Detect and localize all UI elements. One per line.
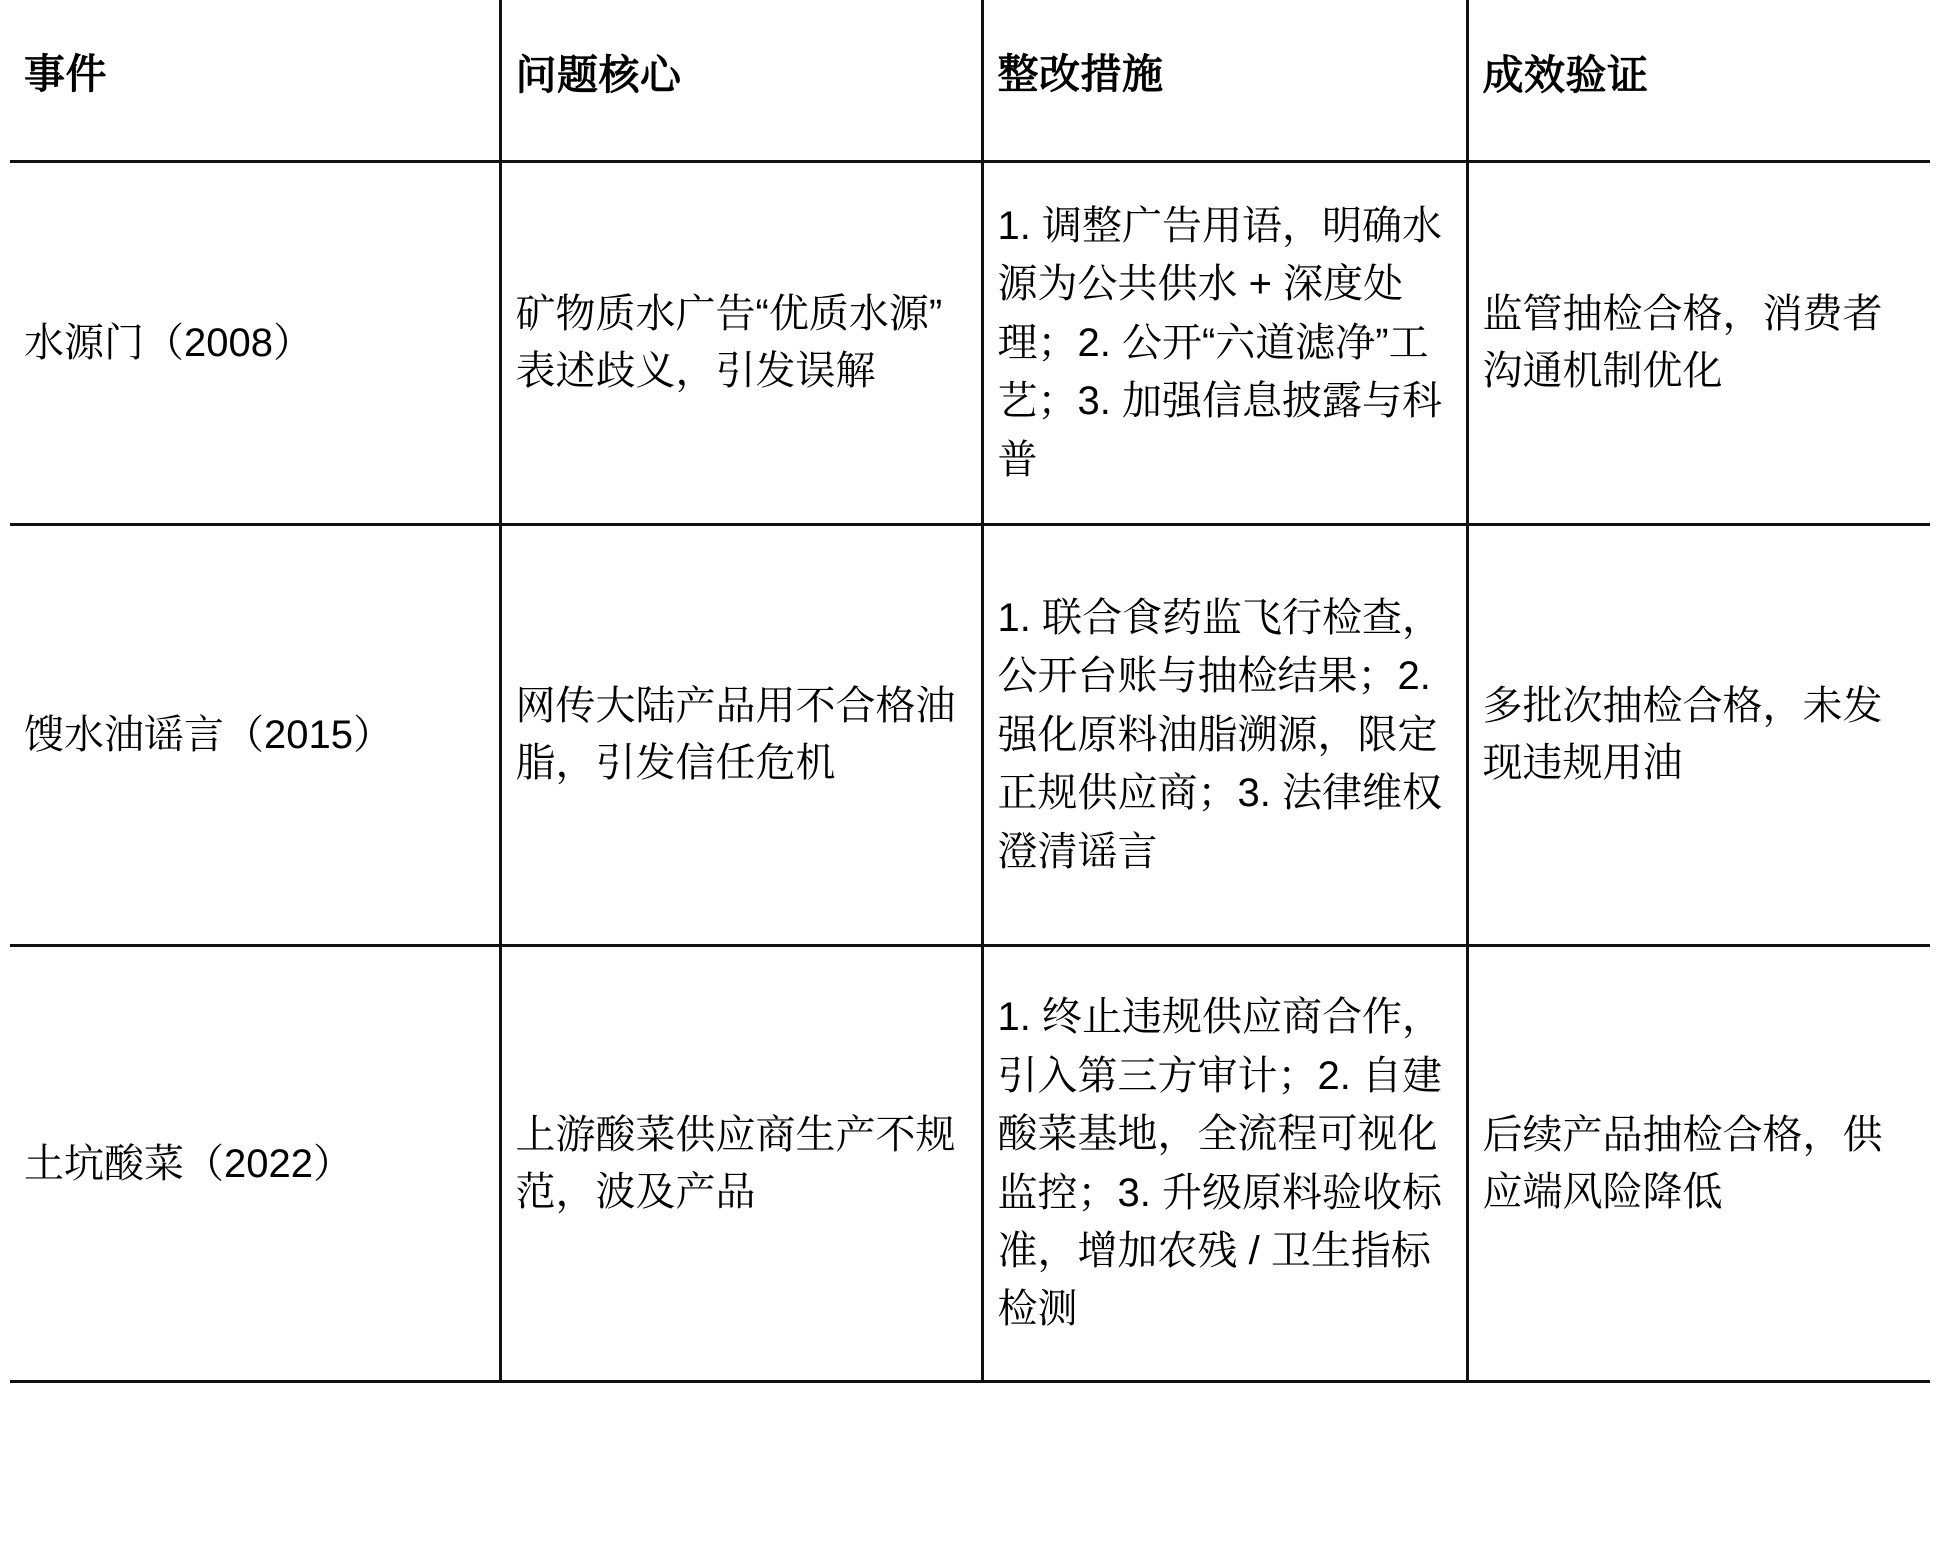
cell-event-text: 土坑酸菜（2022） (24, 1141, 353, 1186)
column-header-event-label: 事件 (24, 51, 107, 98)
cell-measures (982, 946, 1467, 1382)
cell-issue (500, 525, 982, 946)
column-header-measures (982, 0, 1467, 162)
cell-issue (500, 162, 982, 525)
cell-measures-text: 1. 调整广告用语，明确水源为公共供水 + 深度处理；2. 公开“六道滤净”工艺；3. 加强信息披露与科普 (997, 204, 1442, 482)
cell-measures (982, 162, 1467, 525)
cell-event (10, 946, 500, 1382)
column-header-result-label: 成效验证 (1482, 51, 1649, 98)
cell-measures-text: 1. 终止违规供应商合作，引入第三方审计；2. 自建酸菜基地，全流程可视化监控；3. 升级原料验收标准，增加农残 / 卫生指标检测 (997, 995, 1442, 1332)
cell-measures (982, 525, 1467, 946)
cell-event (10, 525, 500, 946)
cell-result (1467, 525, 1930, 946)
cell-issue-text: 网传大陆产品用不合格油脂，引发信任危机 (515, 684, 956, 785)
column-header-issue (500, 0, 982, 162)
cell-event-text: 馊水油谣言（2015） (24, 713, 393, 757)
column-header-result (1467, 0, 1930, 162)
table-body (10, 162, 1930, 1382)
incident-rectification-table (10, 0, 1930, 1383)
cell-issue-text: 上游酸菜供应商生产不规范，波及产品 (515, 1112, 956, 1214)
table-row (10, 525, 1930, 946)
cell-result-text: 多批次抽检合格，未发现违规用油 (1482, 684, 1883, 785)
cell-issue (500, 946, 982, 1382)
column-header-event (10, 0, 500, 162)
cell-result-text: 后续产品抽检合格，供应端风险降低 (1482, 1112, 1883, 1214)
column-header-measures-label: 整改措施 (997, 51, 1164, 98)
table-row (10, 162, 1930, 525)
cell-result (1467, 946, 1930, 1382)
cell-event (10, 162, 500, 525)
table-row (10, 946, 1930, 1382)
cell-result (1467, 162, 1930, 525)
cell-measures-text: 1. 联合食药监飞行检查，公开台账与抽检结果；2. 强化原料油脂溯源，限定正规供应商；3. 法律维权澄清谣言 (997, 596, 1442, 874)
table-header (10, 0, 1930, 162)
cell-result-text: 监管抽检合格，消费者沟通机制优化 (1482, 292, 1883, 393)
table-header-row (10, 0, 1930, 162)
cell-issue-text: 矿物质水广告“优质水源”表述歧义，引发误解 (515, 292, 943, 393)
column-header-issue-label: 问题核心 (515, 51, 682, 98)
cell-event-text: 水源门（2008） (24, 321, 313, 365)
